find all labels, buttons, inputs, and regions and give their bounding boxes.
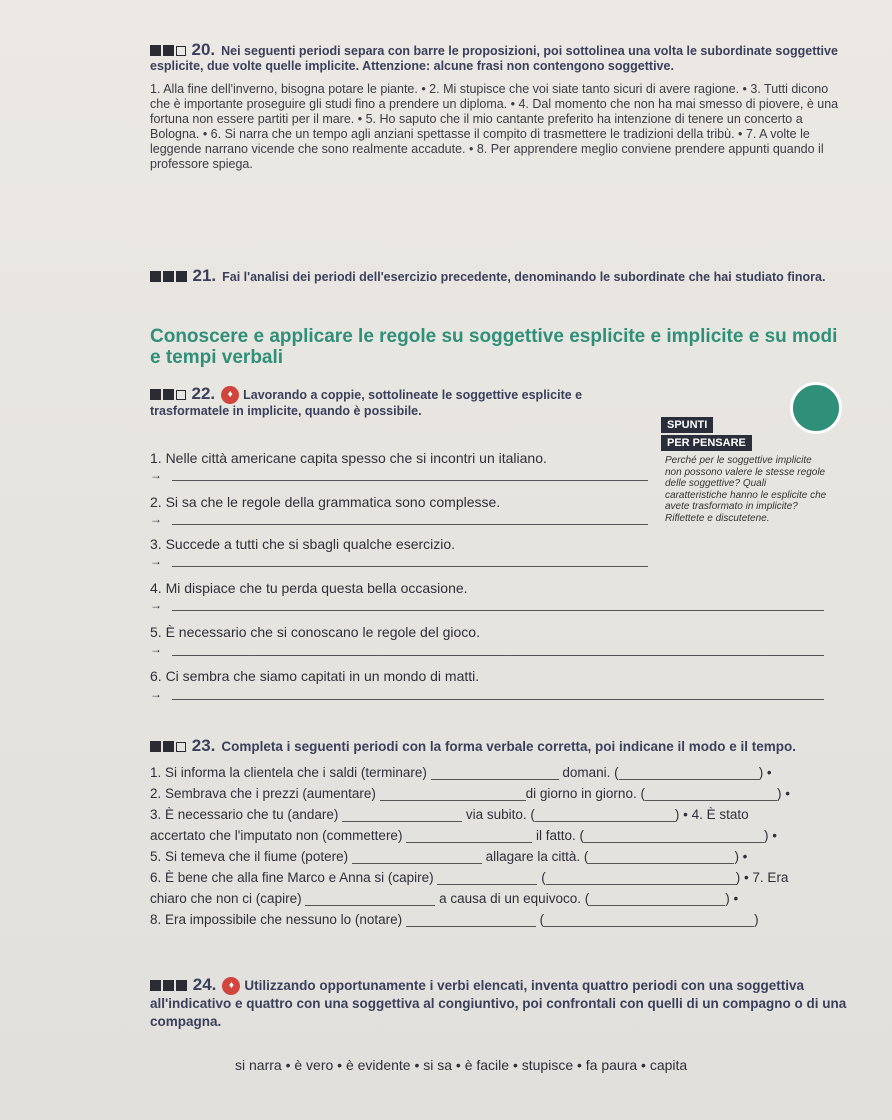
- ex23-row: 8. Era impossibile che nessuno lo (notare) ( ): [150, 912, 759, 927]
- answer-blank[interactable]: [406, 913, 536, 927]
- answer-blank[interactable]: [589, 892, 725, 906]
- spunti-per-pensare-box: [661, 415, 831, 575]
- exercise-22: [150, 386, 650, 419]
- difficulty-square-icon: [163, 741, 174, 752]
- difficulty-square-icon: [150, 741, 161, 752]
- answer-line[interactable]: [172, 699, 824, 700]
- arrow-icon: →: [150, 642, 162, 656]
- exercise-23: [150, 738, 850, 754]
- answer-line[interactable]: [172, 480, 648, 481]
- exercise-20-instruction: [150, 42, 850, 74]
- answer-blank[interactable]: [437, 871, 537, 885]
- arrow-icon: →: [150, 512, 162, 526]
- box-tag: SPUNTI: [661, 417, 713, 433]
- exercise-20-text: 1. Alla fine dell'inverno, bisogna potare le piante. • 2. Mi stupisce che voi siate tanto sicuri di avere ragione. • 3. Tutti dicono che è importante proseguire gli studi fino a prendere un diploma. • 4. Dal momento che non ha mai smesso di piovere, è una fortuna non essere partiti per il mare. • 5. Ho saputo che il mio cantante preferito ha intenzione di tenere un concerto a Bologna. • 6. Si narra che un tempo agli anziani spettasse il compito di trasmettere le tradizioni della tribù. • 7. A volte le leggende narrano vicende che sono realmente accadute. • 8. Per apprendere meglio conviene prendere appunti quando il professore spiega.: [150, 82, 839, 171]
- answer-blank[interactable]: [535, 808, 675, 822]
- difficulty-square-icon: [150, 389, 161, 400]
- difficulty-square-icon: [163, 980, 174, 991]
- box-tag: PER PENSARE: [661, 435, 752, 451]
- ex22-item-5: 5. È necessario che si conoscano le regole del gioco.: [150, 624, 480, 640]
- ex23-row: chiaro che non ci (capire) a causa di un equivoco. ( ) •: [150, 891, 739, 906]
- difficulty-square-icon: [163, 45, 174, 56]
- exercise-number: 23.: [191, 736, 216, 755]
- ex22-item-3: 3. Succede a tutti che si sbagli qualche esercizio.: [150, 536, 456, 552]
- answer-blank[interactable]: [584, 829, 764, 843]
- answer-blank[interactable]: [544, 913, 754, 927]
- instruction-text: Fai l'analisi dei periodi dell'esercizio precedente, denominando le subordinate che hai studiato finora.: [222, 270, 826, 284]
- exercise-number: 20.: [191, 40, 216, 59]
- instruction-text: Completa i seguenti periodi con la forma verbale corretta, poi indicane il modo e il tempo.: [221, 739, 797, 754]
- answer-blank[interactable]: [305, 892, 435, 906]
- arrow-icon: →: [150, 598, 162, 612]
- pair-work-icon: ♦: [222, 977, 240, 995]
- ex23-row: 1. Si informa la clientela che i saldi (terminare) domani. ( ) •: [150, 765, 772, 780]
- exercise-number: 21.: [192, 266, 217, 285]
- answer-blank[interactable]: [431, 766, 559, 780]
- arrow-icon: →: [150, 554, 162, 568]
- difficulty-square-icon: [150, 45, 161, 56]
- answer-line[interactable]: [172, 655, 824, 656]
- answer-blank[interactable]: [342, 808, 462, 822]
- ex23-row: 6. È bene che alla fine Marco e Anna si (capire) ( ) • 7. Era: [150, 870, 789, 885]
- answer-line[interactable]: [172, 566, 648, 567]
- exercise-20: [150, 42, 850, 172]
- exercise-21: [150, 268, 850, 285]
- answer-blank[interactable]: [619, 766, 759, 780]
- difficulty-square-icon: [176, 46, 186, 56]
- answer-blank[interactable]: [588, 850, 734, 864]
- answer-blank[interactable]: [546, 871, 736, 885]
- arrow-icon: →: [150, 687, 162, 701]
- difficulty-square-icon: [176, 390, 186, 400]
- difficulty-square-icon: [176, 980, 187, 991]
- difficulty-square-icon: [176, 742, 186, 752]
- answer-blank[interactable]: [406, 829, 532, 843]
- difficulty-square-icon: [176, 271, 187, 282]
- pair-work-icon: ♦: [221, 386, 239, 404]
- answer-blank[interactable]: [352, 850, 482, 864]
- ex23-row: 3. È necessario che tu (andare) via subito. ( ) • 4. È stato: [150, 807, 749, 822]
- answer-blank[interactable]: [645, 787, 777, 801]
- exercise-24: [150, 976, 850, 1031]
- verb-list: si narra • è vero • è evidente • si sa • è facile • stupisce • fa paura • capita: [235, 1057, 688, 1073]
- ex22-item-2: 2. Si sa che le regole della grammatica sono complesse.: [150, 494, 501, 510]
- section-title: Conoscere e applicare le regole su soggettive esplicite e implicite e su modi e tempi verbali: [150, 326, 838, 368]
- difficulty-square-icon: [163, 389, 174, 400]
- box-text: Perché per le soggettive implicite non possono valere le stesse regole delle soggettive? Quali caratteristiche hanno le esplicite che avete trasformato in implicite? Riflettete e discutetene.: [665, 455, 827, 524]
- answer-line[interactable]: [172, 610, 824, 611]
- arrow-icon: →: [150, 468, 162, 482]
- difficulty-square-icon: [150, 271, 161, 282]
- ex23-row: accertato che l'imputato non (commettere) il fatto. ( ) •: [150, 828, 777, 843]
- ex22-item-4: 4. Mi dispiace che tu perda questa bella occasione.: [150, 580, 468, 596]
- ex22-item-6: 6. Ci sembra che siamo capitati in un mondo di matti.: [150, 668, 480, 684]
- difficulty-square-icon: [150, 980, 161, 991]
- instruction-text: Utilizzando opportunamente i verbi elencati, inventa quattro periodi con una soggettiva all'indicativo e quattro con una soggettiva al congiuntivo, poi confrontali con quelli di un compagno o di una compagna.: [150, 978, 847, 1029]
- instruction-text: Lavorando a coppie, sottolineate le soggettive esplicite e trasformatele in implicite, quando è possibile.: [150, 388, 583, 418]
- ex22-item-1: 1. Nelle città americane capita spesso che si incontri un italiano.: [150, 450, 547, 466]
- instruction-text: Nei seguenti periodi separa con barre le proposizioni, poi sottolinea una volta le subordinate soggettive esplicite, due volte quelle implicite. Attenzione: alcune frasi non contengono soggettive.: [150, 44, 838, 73]
- answer-line[interactable]: [172, 524, 648, 525]
- difficulty-square-icon: [163, 271, 174, 282]
- exercise-number: 24.: [192, 975, 217, 994]
- answer-blank[interactable]: [380, 787, 526, 801]
- exercise-number: 22.: [191, 384, 216, 403]
- ex23-row: 2. Sembrava che i prezzi (aumentare) di giorno in giorno. ( ) •: [150, 786, 790, 801]
- ex23-row: 5. Si temeva che il fiume (potere) allagare la città. ( ) •: [150, 849, 748, 864]
